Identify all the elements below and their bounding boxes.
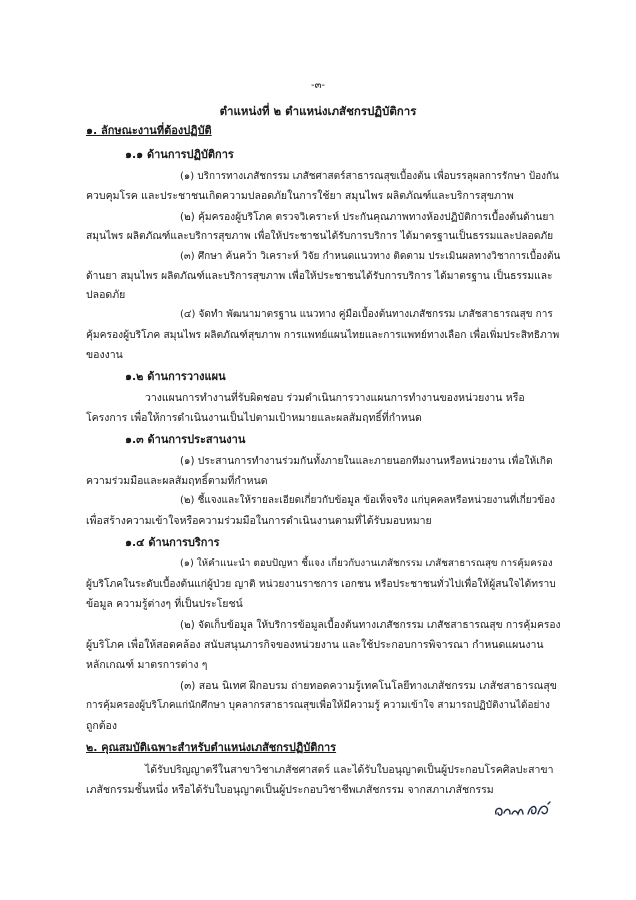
section1-heading: ๑. ลักษณะงานที่ต้องปฏิบัติ [86,124,212,137]
sub4-line: (๒) จัดเก็บข้อมูล ให้บริการข้อมูลเบื้องต้นทางเภสัชกรรม เภสัชสาธารณสุข การคุ้มครอง [180,619,561,631]
sub1-heading: ๑.๑ ด้านการปฏิบัติการ [125,148,234,161]
sub4-line: การคุ้มครองผู้บริโภคแก่นักศึกษา บุคลากรสาธารณสุขเพื่อให้มีความรู้ ความเข้าใจ สามารถปฏิบัติงานได้อย่าง [86,700,550,711]
sub1-line: สมุนไพร ผลิตภัณฑ์และบริการสุขภาพ เพื่อให้ประชาชนได้รับการบริการ ได้มาตรฐานเป็นธรรมและปลอดภัย [86,230,554,242]
sub1-line: (๒) คุ้มครองผู้บริโภค ตรวจวิเคราะห์ ประกันคุณภาพทางห้องปฏิบัติการเบื้องต้นด้านยา [180,211,555,223]
sub4-line: หลักเกณฑ์ มาตรการต่าง ๆ [86,659,208,671]
sub2-line: โครงการ เพื่อให้การดำเนินงานเป็นไปตามเป้าหมายและผลสัมฤทธิ์ที่กำหนด [86,412,422,424]
sub3-line: ความร่วมมือและผลสัมฤทธิ์ตามที่กำหนด [86,475,268,487]
sub4-line: (๑) ให้คำแนะนำ ตอบปัญหา ชี้แจง เกี่ยวกับงานเภสัชกรรม เภสัชสาธารณสุข การคุ้มครอง [180,558,553,569]
sub4-line: ผู้บริโภค เพื่อให้สอดคล้อง สนับสนุนภารกิจของหน่วยงาน และใช้ประกอบการพิจารณา กำหนดแผนงาน [86,639,544,651]
sub1-line: ด้านยา สมุนไพร ผลิตภัณฑ์และบริการสุขภาพ เพื่อให้ประชาชนได้รับการบริการ ได้มาตรฐาน เป็นธรรมและ [86,270,553,282]
sub1-line: ของงาน [86,349,123,361]
page-title: ตำแหน่งที่ ๒ ตำแหน่งเภสัชกรปฏิบัติการ [219,104,417,118]
sub4-line: (๓) สอน นิเทศ ฝึกอบรม ถ่ายทอดความรู้เทคโนโลยีทางเภสัชกรรม เภสัชสาธารณสุข [180,680,557,692]
sub1-line: (๑) บริการทางเภสัชกรรม เภสัชศาสตร์สาธารณสุขเบื้องต้น เพื่อบรรลุผลการรักษา ป้องกัน [180,171,559,182]
sub1-line: คุ้มครองผู้บริโภค สมุนไพร ผลิตภัณฑ์สุขภาพ การแพทย์แผนไทยและการแพทย์ทางเลือก เพื่อเพิ่มประสิทธิภาพ [86,329,560,341]
sub4-line: ถูกต้อง [86,720,117,732]
page-number: -๓- [310,80,326,91]
section2-line: เภสัชกรรมชั้นหนึ่ง หรือได้รับใบอนุญาตเป็นผู้ประกอบวิชาชีพเภสัชกรรม จากสภาเภสัชกรรม [86,784,494,796]
sub1-line: (๔) จัดทำ พัฒนามาตรฐาน แนวทาง คู่มือเบื้องต้นทางเภสัชกรรม เภสัชสาธารณสุข การ [180,309,553,320]
sub1-line: ควบคุมโรค และประชาชนเกิดความปลอดภัยในการใช้ยา สมุนไพร ผลิตภัณฑ์และบริการสุขภาพ [86,190,514,202]
sub2-line: วางแผนการทำงานที่รับผิดชอบ ร่วมดำเนินการวางแผนการทำงานของหน่วยงาน หรือ [145,392,525,404]
section2-heading: ๒. คุณสมบัติเฉพาะสำหรับตำแหน่งเภสัชกรปฏิบัติการ [86,741,337,754]
signature-icon [492,798,554,822]
sub4-heading: ๑.๔ ด้านการบริการ [125,536,220,549]
sub3-line: (๑) ประสานการทำงานร่วมกันทั้งภายในและภายนอกทีมงานหรือหน่วยงาน เพื่อให้เกิด [180,455,553,467]
sub4-line: ผู้บริโภคในระดับเบื้องต้นแก่ผู้ป่วย ญาติ หน่วยงานราชการ เอกชน หรือประชาชนทั่วไปเพื่อให้ผู้สนใจได้ทราบ [86,578,556,590]
sub2-heading: ๑.๒ ด้านการวางแผน [125,370,226,383]
sub1-line: (๓) ศึกษา ค้นคว้า วิเคราะห์ วิจัย กำหนดแนวทาง ติดตาม ประเมินผลทางวิชาการเบื้องต้น [180,251,561,262]
sub3-line: เพื่อสร้างความเข้าใจหรือความร่วมมือในการดำเนินงานตามที่ได้รับมอบหมาย [86,515,432,527]
sub4-line: ข้อมูล ความรู้ต่างๆ ที่เป็นประโยชน์ [86,598,243,610]
sub3-line: (๒) ชี้แจงและให้รายละเอียดเกี่ยวกับข้อมูล ข้อเท็จจริง แก่บุคคลหรือหน่วยงานที่เกี่ยวข้อง [180,495,556,506]
section2-line: ได้รับปริญญาตรีในสาขาวิชาเภสัชศาสตร์ และได้รับใบอนุญาตเป็นผู้ประกอบโรคศิลปะสาขา [145,764,554,776]
sub3-heading: ๑.๓ ด้านการประสานงาน [125,433,246,446]
sub1-line: ปลอดภัย [86,289,126,301]
